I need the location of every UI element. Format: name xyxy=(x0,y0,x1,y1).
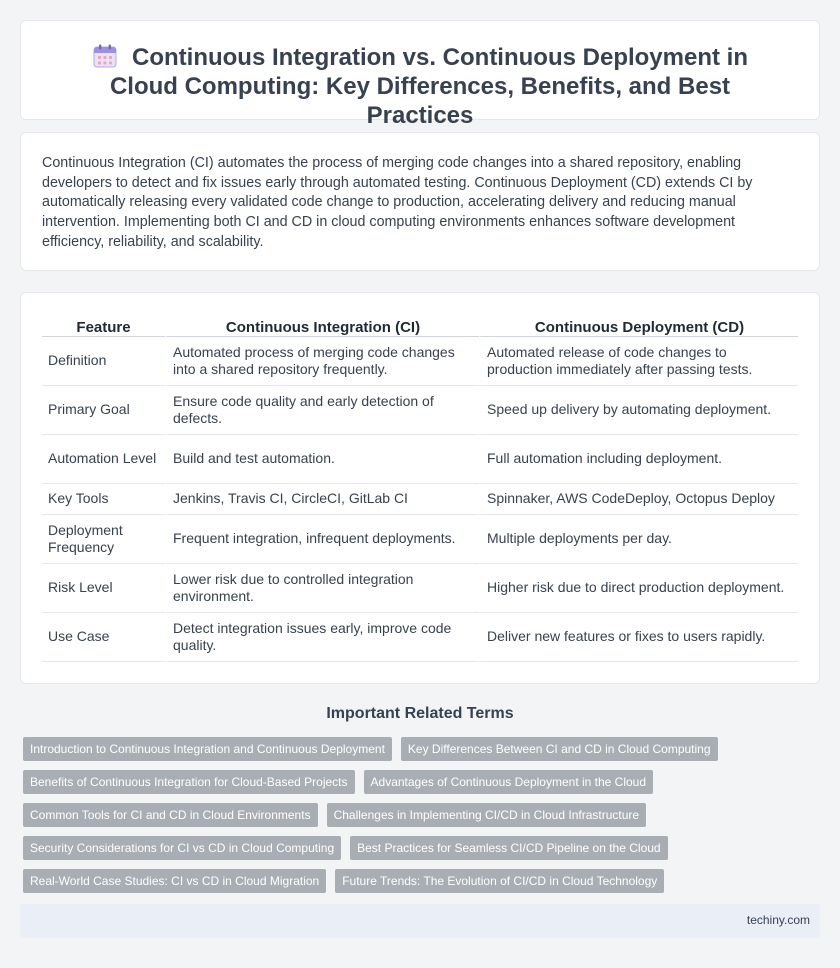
related-term-tag[interactable]: Benefits of Continuous Integration for Cloud-Based Projects xyxy=(23,770,355,794)
related-terms-list xyxy=(23,737,803,893)
table-row xyxy=(42,386,798,435)
comparison-table xyxy=(42,315,798,662)
table-row xyxy=(42,484,798,515)
table-row xyxy=(42,613,798,662)
page-title xyxy=(61,43,779,130)
ci-cell: Automated process of merging code changes into a shared repository frequently. xyxy=(165,337,479,386)
footer-site-name[interactable]: techiny.com xyxy=(746,913,810,927)
header-cd: Continuous Deployment (CD) xyxy=(479,315,798,337)
related-term-tag[interactable]: Common Tools for CI and CD in Cloud Environments xyxy=(23,803,318,827)
intro-card xyxy=(20,132,820,271)
ci-cell: Lower risk due to controlled integration environment. xyxy=(165,564,479,613)
header-ci: Continuous Integration (CI) xyxy=(165,315,479,337)
table-row xyxy=(42,515,798,564)
feature-cell: Key Tools xyxy=(42,484,165,515)
ci-cell: Jenkins, Travis CI, CircleCI, GitLab CI xyxy=(165,484,479,515)
related-term-tag[interactable]: Best Practices for Seamless CI/CD Pipeline on the Cloud xyxy=(350,836,667,860)
cd-cell: Full automation including deployment. xyxy=(479,435,798,484)
ci-cell: Build and test automation. xyxy=(165,435,479,484)
cd-cell: Deliver new features or fixes to users rapidly. xyxy=(479,613,798,662)
intro-paragraph: Continuous Integration (CI) automates the process of merging code changes into a shared repository, enabling developers to detect and fix issues early through automated testing. Continuous Deployment (CD) extends CI by automatically releasing every validated code change to production, accelerating delivery and reducing manual intervention. Implementing both CI and CD in cloud computing environments enhances software development efficiency, reliability, and scalability. xyxy=(42,155,753,250)
feature-cell: Automation Level xyxy=(42,435,165,484)
related-term-tag[interactable]: Key Differences Between CI and CD in Cloud Computing xyxy=(401,737,718,761)
comparison-table-card xyxy=(20,292,820,684)
title-card xyxy=(20,20,820,129)
feature-cell: Definition xyxy=(42,337,165,386)
table-header-row xyxy=(42,315,798,337)
related-term-tag[interactable]: Real-World Case Studies: CI vs CD in Cloud Migration xyxy=(23,869,326,893)
feature-cell: Primary Goal xyxy=(42,386,165,435)
cd-cell: Automated release of code changes to production immediately after passing tests. xyxy=(479,337,798,386)
related-term-tag[interactable]: Challenges in Implementing CI/CD in Cloud Infrastructure xyxy=(327,803,646,827)
header-feature: Feature xyxy=(42,315,165,337)
related-term-tag[interactable]: Future Trends: The Evolution of CI/CD in Cloud Technology xyxy=(335,869,664,893)
cd-cell: Higher risk due to direct production deployment. xyxy=(479,564,798,613)
calendar-icon xyxy=(92,43,118,69)
feature-cell: Risk Level xyxy=(42,564,165,613)
cd-cell: Multiple deployments per day. xyxy=(479,515,798,564)
cd-cell: Spinnaker, AWS CodeDeploy, Octopus Deploy xyxy=(479,484,798,515)
related-term-tag[interactable]: Introduction to Continuous Integration and Continuous Deployment xyxy=(23,737,392,761)
table-row xyxy=(42,337,798,386)
page-title-text: Continuous Integration vs. Continuous Deployment in Cloud Computing: Key Differences, Benefits, and Best Practices xyxy=(109,44,748,129)
feature-cell: Deployment Frequency xyxy=(42,515,165,564)
ci-cell: Frequent integration, infrequent deployments. xyxy=(165,515,479,564)
cd-cell: Speed up delivery by automating deployment. xyxy=(479,386,798,435)
footer-bar xyxy=(20,904,820,938)
feature-cell: Use Case xyxy=(42,613,165,662)
related-term-tag[interactable]: Security Considerations for CI vs CD in Cloud Computing xyxy=(23,836,341,860)
related-term-tag[interactable]: Advantages of Continuous Deployment in the Cloud xyxy=(364,770,654,794)
related-terms-heading: Important Related Terms xyxy=(326,705,514,722)
table-row xyxy=(42,435,798,484)
table-row xyxy=(42,564,798,613)
ci-cell: Ensure code quality and early detection of defects. xyxy=(165,386,479,435)
ci-cell: Detect integration issues early, improve code quality. xyxy=(165,613,479,662)
